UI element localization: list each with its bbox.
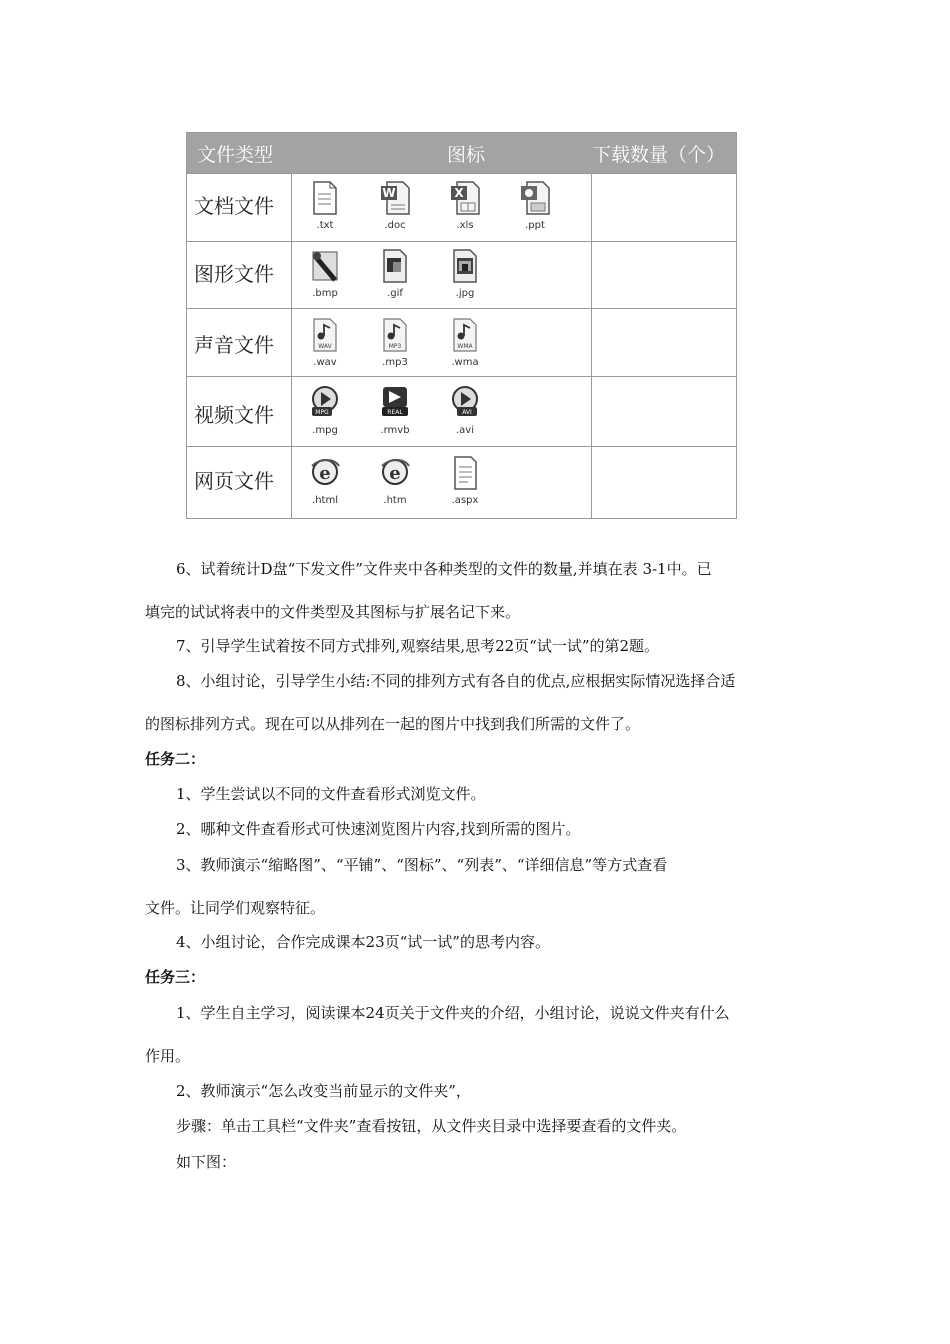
svg-text:MP3: MP3 <box>388 343 402 350</box>
mpg-video-icon <box>295 385 355 443</box>
paragraph: 1、学生尝试以不同的文件查看形式浏览文件。 <box>176 785 486 803</box>
file-extension: .wma <box>451 357 479 368</box>
file-extension: .jpg <box>455 288 475 299</box>
svg-text:e: e <box>319 463 331 484</box>
paragraph: 7、引导学生试着按不同方式排列,观察结果,思考22页“试一试”的第2题。 <box>176 637 660 655</box>
file-extension: .mpg <box>312 425 338 436</box>
section-heading: 任务三： <box>145 968 206 986</box>
table-header <box>187 133 736 173</box>
svg-text:e: e <box>389 463 401 484</box>
aspx-file-icon <box>435 455 495 513</box>
paragraph: 2、哪种文件查看形式可快速浏览图片内容,找到所需的图片。 <box>176 820 581 838</box>
row-label: 网页文件 <box>194 469 274 493</box>
real-video-icon <box>365 385 425 443</box>
paint-bmp-icon <box>295 248 355 306</box>
row-label: 声音文件 <box>194 333 274 357</box>
paragraph: 填完的试试将表中的文件类型及其图标与扩展名记下来。 <box>145 603 521 621</box>
ie-htm-icon <box>365 455 425 513</box>
mp3-audio-icon <box>365 317 425 375</box>
svg-text:X: X <box>454 186 464 200</box>
paragraph: 的图标排列方式。现在可以从排列在一起的图片中找到我们所需的文件了。 <box>145 715 641 733</box>
paragraph: 作用。 <box>145 1047 191 1065</box>
file-extension: .rmvb <box>380 425 410 436</box>
paragraph: 步骤：单击工具栏“文件夹”查看按钮，从文件夹目录中选择要查看的文件夹。 <box>176 1117 687 1135</box>
file-extension: .wav <box>313 357 337 368</box>
file-extension: .mp3 <box>382 357 408 368</box>
paragraph: 8、小组讨论，引导学生小结:不同的排列方式有各自的优点,应根据实际情况选择合适 <box>176 672 736 690</box>
file-extension: .doc <box>384 220 406 231</box>
file-extension: .txt <box>316 220 334 231</box>
row-label: 图形文件 <box>194 262 274 286</box>
paragraph: 如下图： <box>176 1153 237 1171</box>
paragraph: 文件。让同学们观察特征。 <box>145 899 326 917</box>
table-row <box>187 376 736 446</box>
header-file-type: 文件类型 <box>197 144 274 166</box>
svg-text:REAL: REAL <box>387 409 403 416</box>
section-heading: 任务二： <box>145 750 206 768</box>
wma-audio-icon <box>435 317 495 375</box>
header-icon: 图标 <box>447 144 486 166</box>
powerpoint-ppt-icon <box>505 180 565 238</box>
paragraph: 1、学生自主学习，阅读课本24页关于文件夹的介绍，小组讨论，说说文件夹有什么 <box>176 1004 730 1022</box>
paragraph: 2、教师演示“怎么改变当前显示的文件夹”， <box>176 1082 471 1100</box>
table-row <box>187 308 736 376</box>
avi-video-icon <box>435 385 495 443</box>
svg-text:WAV: WAV <box>318 343 332 350</box>
table-row <box>187 241 736 308</box>
file-extension: .bmp <box>312 288 338 299</box>
paragraph: 4、小组讨论，合作完成课本23页“试一试”的思考内容。 <box>176 933 550 951</box>
svg-text:W: W <box>382 186 396 200</box>
file-extension: .html <box>312 495 338 506</box>
svg-text:WMA: WMA <box>457 343 473 350</box>
word-doc-icon <box>365 180 425 238</box>
header-download-count: 下载数量（个） <box>592 144 726 166</box>
wav-audio-icon <box>295 317 355 375</box>
svg-text:MPG: MPG <box>315 409 329 416</box>
row-label: 文档文件 <box>194 194 274 218</box>
paragraph: 6、试着统计D盘“下发文件”文件夹中各种类型的文件的数量,并填在表 3-1中。已 <box>176 560 712 578</box>
jpg-image-icon <box>435 248 495 306</box>
file-extension: .htm <box>383 495 407 506</box>
table-row <box>187 173 736 241</box>
table-row <box>187 446 736 518</box>
file-extension: .xls <box>456 220 474 231</box>
gif-image-icon <box>365 248 425 306</box>
file-extension: .ppt <box>525 220 545 231</box>
txt-file-icon <box>295 180 355 238</box>
svg-text:AVI: AVI <box>462 409 472 416</box>
file-extension: .avi <box>455 425 474 436</box>
row-label: 视频文件 <box>194 403 274 427</box>
file-type-table <box>186 132 737 519</box>
file-extension: .gif <box>387 288 403 299</box>
paragraph: 3、教师演示“缩略图”、“平铺”、“图标”、“列表”、“详细信息”等方式查看 <box>176 856 668 874</box>
ie-html-icon <box>295 455 355 513</box>
file-extension: .aspx <box>451 495 479 506</box>
excel-xls-icon <box>435 180 495 238</box>
